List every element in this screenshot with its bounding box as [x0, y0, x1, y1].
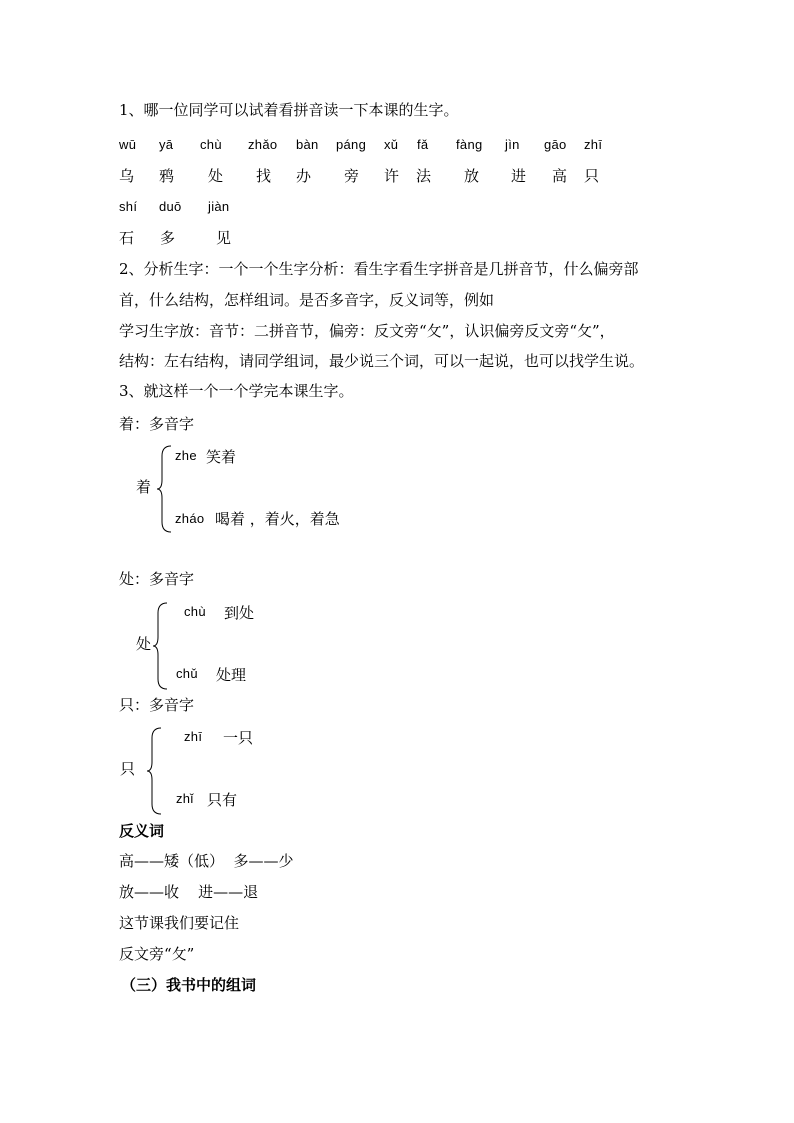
pinyin-10: jìn — [505, 137, 520, 152]
remember-line-2: 反文旁“攵” — [119, 945, 195, 963]
zhe-title: 着：多音字 — [119, 415, 195, 433]
analysis-line-4: 结构：左右结构，请同学组词，最少说三个词，可以一起说，也可以找学生说。 — [119, 352, 645, 370]
instruction-1: 1、哪一位同学可以试着看拼音读一下本课的生字。 — [119, 101, 459, 119]
antonyms-line-1: 高——矮（低） 多——少 — [119, 852, 294, 870]
zhe-char: 着 — [136, 478, 152, 496]
chu-pinyin-2: chǔ — [176, 666, 198, 681]
pinyin-2: yā — [159, 137, 174, 152]
zhe-word-1: 笑着 — [206, 448, 237, 466]
analysis-line-3: 学习生字放：音节：二拼音节，偏旁：反文旁“攵”，认识偏旁反文旁“攵”， — [119, 322, 615, 340]
zhi-char: 只 — [120, 760, 136, 778]
hanzi-7: 许 — [384, 167, 400, 185]
hanzi-14: 多 — [160, 229, 176, 247]
hanzi-5: 办 — [296, 167, 312, 185]
zhe-pinyin-1: zhe — [175, 448, 197, 463]
hanzi-11: 高 — [552, 167, 568, 185]
antonyms-heading: 反义词 — [119, 822, 165, 840]
zhi-title: 只：多音字 — [119, 696, 195, 714]
hanzi-9: 放 — [464, 167, 480, 185]
pinyin-7: xǔ — [384, 137, 399, 152]
hanzi-10: 进 — [511, 167, 527, 185]
brace-icon — [156, 444, 174, 534]
brace-icon — [152, 601, 170, 691]
zhi-pinyin-2: zhǐ — [176, 791, 194, 806]
pinyin-11: gāo — [544, 137, 567, 152]
pinyin-5: bàn — [296, 137, 319, 152]
zhi-pinyin-1: zhī — [184, 729, 203, 744]
hanzi-15: 见 — [216, 229, 232, 247]
hanzi-1: 乌 — [119, 167, 135, 185]
analysis-line-5: 3、就这样一个一个学完本课生字。 — [119, 382, 354, 400]
hanzi-2: 鸦 — [159, 167, 175, 185]
zhe-pinyin-2: zháo — [175, 511, 205, 526]
remember-line-1: 这节课我们要记住 — [119, 914, 240, 932]
hanzi-6: 旁 — [344, 167, 360, 185]
section-3-heading: （三）我书中的组词 — [121, 976, 257, 994]
chu-word-2: 处理 — [216, 666, 247, 684]
chu-word-1: 到处 — [224, 604, 255, 622]
pinyin-3: chù — [200, 137, 222, 152]
pinyin-9: fàng — [456, 137, 483, 152]
hanzi-12: 只 — [584, 167, 600, 185]
zhe-word-2: 喝着 ，着火，着急 — [215, 510, 340, 528]
chu-char: 处 — [136, 635, 152, 653]
pinyin-15: jiàn — [208, 199, 230, 214]
pinyin-6: páng — [336, 137, 367, 152]
antonyms-line-2: 放——收 进——退 — [119, 883, 259, 901]
pinyin-14: duō — [159, 199, 182, 214]
chu-pinyin-1: chù — [184, 604, 206, 619]
pinyin-4: zhǎo — [248, 137, 278, 152]
pinyin-12: zhī — [584, 137, 603, 152]
hanzi-3: 处 — [208, 167, 224, 185]
hanzi-4: 找 — [256, 167, 272, 185]
analysis-line-2: 首，什么结构，怎样组词。是否多音字，反义词等，例如 — [119, 291, 495, 309]
pinyin-8: fǎ — [417, 137, 429, 152]
zhi-word-2: 只有 — [207, 791, 238, 809]
hanzi-8: 法 — [416, 167, 432, 185]
brace-icon — [146, 726, 164, 816]
analysis-line-1: 2、分析生字：一个一个生字分析：看生字看生字拼音是几拼音节，什么偏旁部 — [119, 260, 639, 278]
chu-title: 处：多音字 — [119, 570, 195, 588]
hanzi-13: 石 — [119, 229, 135, 247]
pinyin-1: wū — [119, 137, 137, 152]
zhi-word-1: 一只 — [223, 729, 254, 747]
pinyin-13: shí — [119, 199, 138, 214]
